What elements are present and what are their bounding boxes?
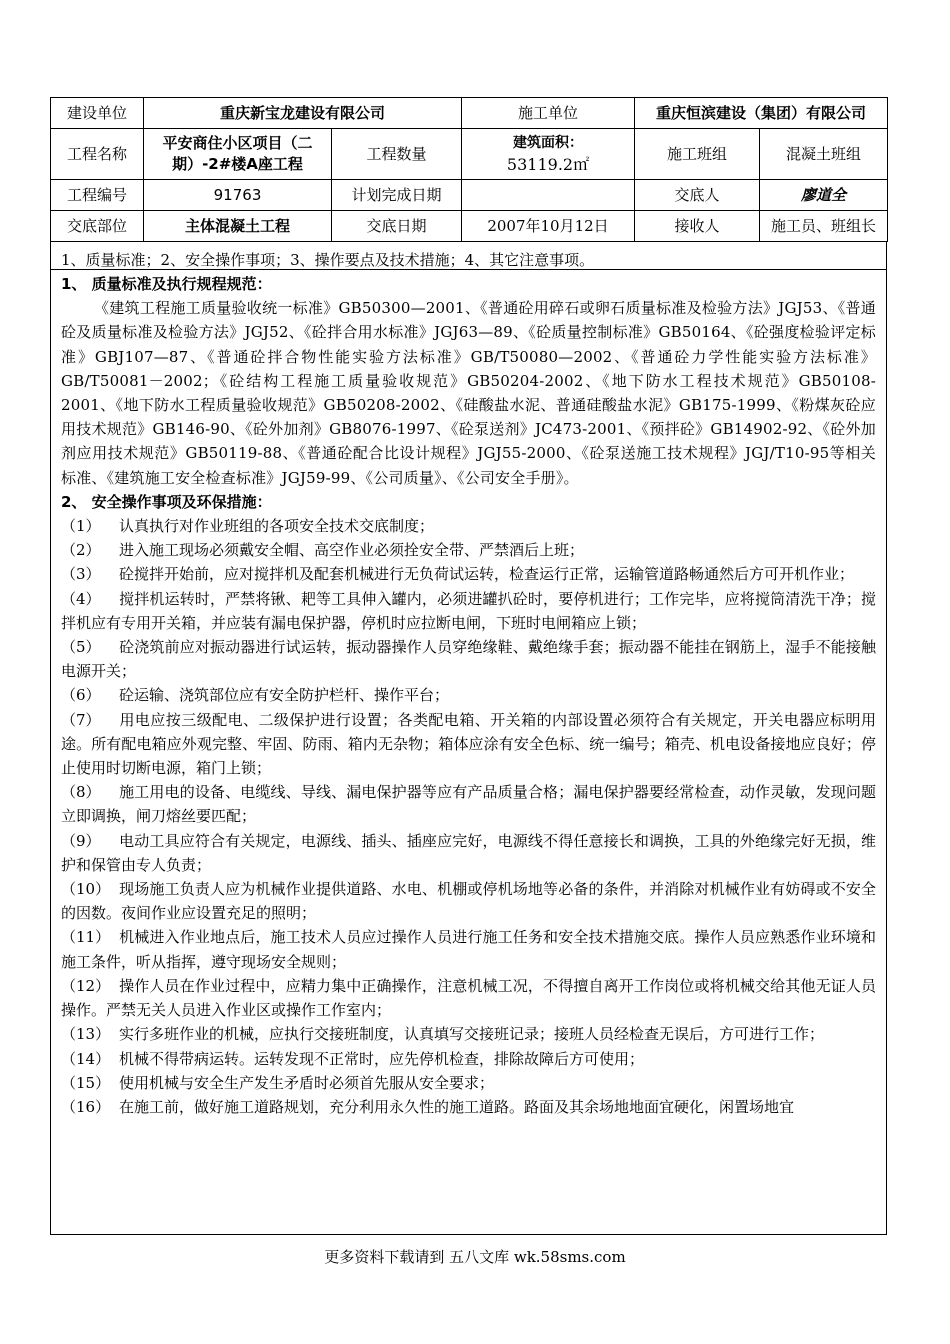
safety-item [61, 1047, 876, 1071]
label-cell: 工程名称 [51, 129, 144, 180]
item-text: 用电应按三级配电、二级保护进行设置；各类配电箱、开关箱的内部设置必须符合有关规定，开关电器应标明用途。所有配电箱应外观完整、牢固、防雨、箱内无杂物；箱体应涂有安全色标、统一编号；箱壳、机电设备接地应良好；停止使用时切断电源，箱门上锁； [61, 710, 876, 778]
safety-item-list [61, 514, 876, 1119]
safety-item [61, 538, 876, 562]
item-number: （7） [61, 710, 101, 729]
item-number: （15） [61, 1073, 111, 1092]
item-number: （13） [61, 1025, 111, 1044]
value-cell: 2007年10月12日 [462, 211, 635, 242]
item-text: 使用机械与安全生产发生矛盾时必须首先服从安全要求； [119, 1073, 495, 1092]
content-body [50, 270, 887, 1235]
safety-item [61, 925, 876, 973]
safety-item [61, 780, 876, 828]
header-row [51, 129, 888, 180]
item-text: 操作人员在作业过程中，应精力集中正确操作，注意机械工况，不得擅自离开工作岗位或将机械交给其他无证人员操作。严禁无关人员进入作业区或操作工作室内； [61, 976, 876, 1020]
label-cell: 建设单位 [51, 98, 144, 129]
label-cell: 交底人 [635, 180, 760, 211]
item-text: 机械不得带病运转。运转发现不正常时，应先停机检查，排除故障后方可使用； [119, 1049, 645, 1068]
header-row [51, 211, 888, 242]
safety-item [61, 829, 876, 877]
summary-row: 1、质量标准；2、安全操作事项；3、操作要点及技术措施；4、其它注意事项。 [50, 242, 887, 270]
safety-item [61, 683, 876, 707]
item-text: 砼搅拌开始前，应对搅拌机及配套机械进行无负荷试运转，检查运行正常，运输管道路畅通然后方可开机作业； [119, 565, 855, 584]
item-number: （14） [61, 1049, 111, 1068]
footer-note: 更多资料下载请到 五八文库 wk.58sms.com [324, 1248, 626, 1266]
safety-item [61, 587, 876, 635]
safety-item [61, 974, 876, 1022]
item-text: 现场施工负责人应为机械作业提供道路、水电、机棚或停机场地等必备的条件，并消除对机械作业有妨碍或不安全的因数。夜间作业应设置充足的照明； [61, 880, 876, 923]
area-value: 53119.2㎡ [506, 155, 590, 174]
item-text: 砼浇筑前应对振动器进行试运转，振动器操作人员穿绝缘鞋、戴绝缘手套；振动器不能挂在钢筋上，湿手不能接触电源开关； [61, 638, 876, 681]
disclosure-form [50, 97, 887, 1235]
section-title: 2、 安全操作事项及环保措施： [61, 492, 272, 511]
item-number: （5） [61, 638, 101, 657]
signature: 廖道全 [760, 180, 888, 211]
item-text: 施工用电的设备、电缆线、导线、漏电保护器等应有产品质量合格；漏电保护器要经常检查，动作灵敏，发现问题立即调换，闸刀熔丝要匹配； [61, 783, 876, 826]
label-cell: 工程编号 [51, 180, 144, 211]
item-number: （1） [61, 517, 101, 536]
item-number: （10） [61, 880, 111, 899]
value-cell [462, 180, 635, 211]
area-cell [462, 129, 635, 180]
item-text: 砼运输、浇筑部位应有安全防护栏杆、操作平台； [119, 686, 450, 705]
item-number: （4） [61, 589, 101, 608]
item-number: （2） [61, 541, 101, 560]
safety-item [61, 1071, 876, 1095]
safety-item [61, 877, 876, 925]
item-text: 机械进入作业地点后，施工技术人员应过操作人员进行施工任务和安全技术措施交底。操作人员应熟悉作业环境和施工条件，听从指挥，遵守现场安全规则； [61, 928, 876, 971]
item-text: 搅拌机运转时，严禁将锹、耙等工具伸入罐内，必须进罐扒砼时，要停机进行；工作完毕，应将搅筒清洗干净；搅拌机应有专用开关箱，并应装有漏电保护器，停机时应拉断电闸，下班时电闸箱应上锁； [61, 589, 876, 632]
item-text: 进入施工现场必须戴安全帽、高空作业必须拴安全带、严禁酒后上班； [119, 541, 585, 560]
header-row [51, 98, 888, 129]
item-number: （3） [61, 565, 101, 584]
label-cell: 计划完成日期 [332, 180, 462, 211]
safety-item [61, 514, 876, 538]
item-text: 在施工前，做好施工道路规划，充分利用永久性的施工道路。路面及其余场地地面宜硬化，闲置场地宜 [119, 1097, 795, 1116]
value-cell: 平安商住小区项目（二期）-2#楼A座工程 [144, 129, 332, 180]
label-cell: 工程数量 [332, 129, 462, 180]
safety-item [61, 635, 876, 683]
value-cell: 混凝土班组 [760, 129, 888, 180]
label-cell: 施工单位 [462, 98, 635, 129]
item-text: 电动工具应符合有关规定，电源线、插头、插座应完好，电源线不得任意接长和调换，工具的外绝缘完好无损，维护和保管由专人负责； [61, 831, 876, 874]
value-cell: 重庆恒滨建设（集团）有限公司 [635, 98, 888, 129]
item-number: （8） [61, 783, 101, 802]
item-number: （12） [61, 976, 111, 995]
safety-item [61, 1022, 876, 1046]
value-cell: 重庆新宝龙建设有限公司 [144, 98, 462, 129]
label-cell: 交底部位 [51, 211, 144, 242]
value-cell: 91763 [144, 180, 332, 211]
header-table [50, 97, 888, 242]
item-number: （16） [61, 1097, 111, 1116]
header-row [51, 180, 888, 211]
value-cell: 主体混凝土工程 [144, 211, 332, 242]
item-number: （6） [61, 686, 101, 705]
section-title: 1、 质量标准及执行规程规范： [61, 275, 272, 293]
label-cell: 施工班组 [635, 129, 760, 180]
standards-paragraph: 《建筑工程施工质量验收统一标准》GB50300—2001、《普通砼用碎石或卵石质量标准及检验方法》JGJ53、《普通砼及质量标准及检验方法》JGJ52、《砼拌合用水标准》JGJ63—89、《砼质量控制标准》GB50164、《砼强度检验评定标准》GBJ107—87、《普通砼拌合物性能实验方法标准》GB/T50080—2002、《普通砼力学性能实验方法标准》GB/T50081－2002；《砼结构工程施工质量验收规范》GB50204-2002、《地下防水工程技术规范》GB50108-2001、《地下防水工程质量验收规范》GB50208-2002、《硅酸盐水泥、普通硅酸盐水泥》GB175-1999、《粉煤灰砼应用技术规范》GB146-90、《砼外加剂》GB8076-1997、《砼泵送剂》JC473-2001、《预拌砼》GB14902-92、《砼外加剂应用技术规范》GB50119-88、《普通砼配合比设计规程》JGJ55-2000、《砼泵送施工技术规程》JGJ/T10-95等相关标准、《建筑施工安全检查标准》JGJ59-99、《公司质量》、《公司安全手册》。 [61, 299, 876, 487]
safety-item [61, 1095, 876, 1119]
item-number: （9） [61, 831, 101, 850]
item-number: （11） [61, 928, 111, 947]
item-text: 认真执行对作业班组的各项安全技术交底制度； [119, 517, 435, 536]
item-text: 实行多班作业的机械，应执行交接班制度，认真填写交接班记录；接班人员经检查无误后，方可进行工作； [119, 1025, 825, 1044]
value-cell: 施工员、班组长 [760, 211, 888, 242]
label-cell: 交底日期 [332, 211, 462, 242]
area-label: 建筑面积： [513, 135, 584, 151]
safety-item [61, 708, 876, 781]
safety-item [61, 562, 876, 586]
label-cell: 接收人 [635, 211, 760, 242]
